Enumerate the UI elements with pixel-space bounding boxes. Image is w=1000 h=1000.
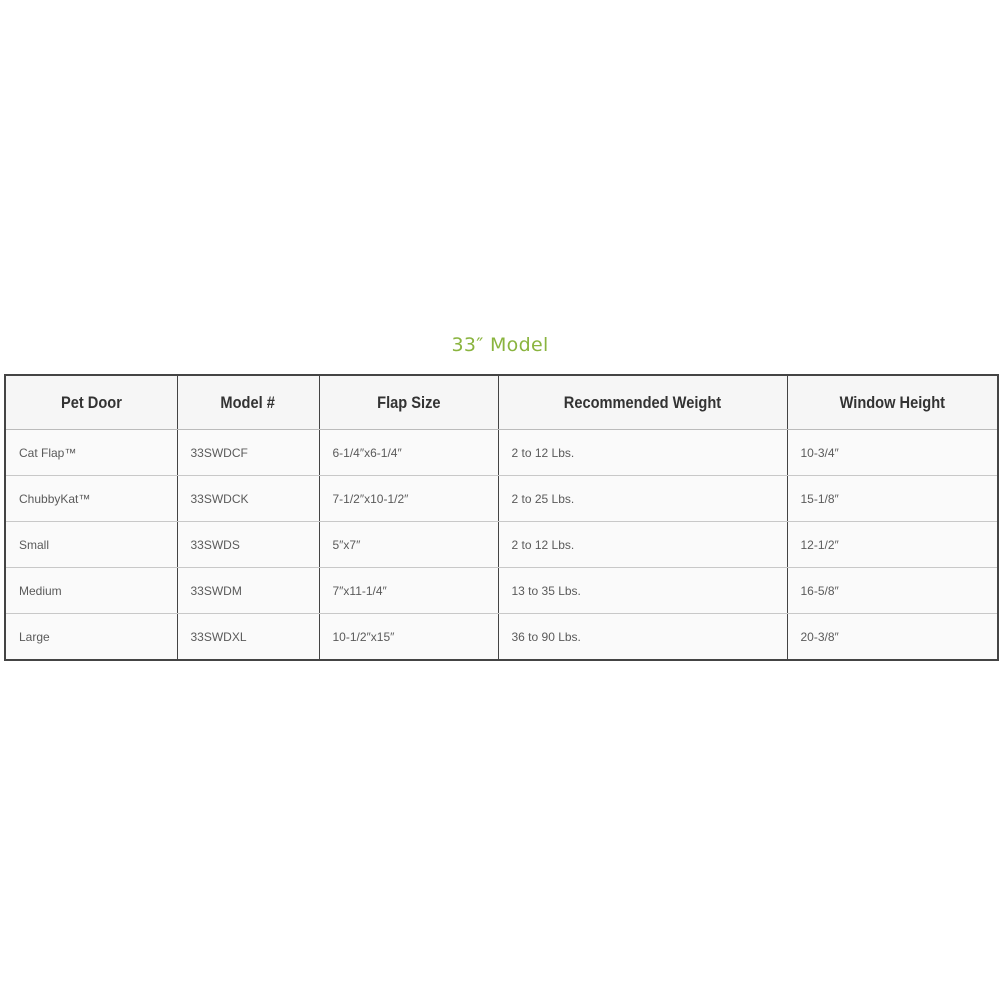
cell-flap-size: 7″x11-1/4″	[319, 568, 498, 614]
cell-model: 33SWDM	[177, 568, 319, 614]
table-row	[5, 614, 998, 661]
size-chart-table	[4, 374, 999, 661]
cell-pet-door: Medium	[5, 568, 177, 614]
cell-model: 33SWDXL	[177, 614, 319, 661]
cell-recommended-weight: 13 to 35 Lbs.	[498, 568, 787, 614]
column-header-flap-size: Flap Size	[319, 375, 498, 430]
column-header-pet-door: Pet Door	[5, 375, 177, 430]
column-header-recommended-weight: Recommended Weight	[498, 375, 787, 430]
cell-window-height: 15-1/8″	[787, 476, 998, 522]
cell-model: 33SWDS	[177, 522, 319, 568]
cell-recommended-weight: 2 to 12 Lbs.	[498, 430, 787, 476]
table-row	[5, 476, 998, 522]
cell-pet-door: Small	[5, 522, 177, 568]
table-title: 33″ Model	[451, 334, 549, 356]
cell-flap-size: 5″x7″	[319, 522, 498, 568]
cell-recommended-weight: 2 to 12 Lbs.	[498, 522, 787, 568]
table-header-row	[5, 375, 998, 430]
cell-flap-size: 6-1/4″x6-1/4″	[319, 430, 498, 476]
cell-model: 33SWDCF	[177, 430, 319, 476]
cell-window-height: 20-3/8″	[787, 614, 998, 661]
column-header-window-height: Window Height	[787, 375, 998, 430]
cell-window-height: 12-1/2″	[787, 522, 998, 568]
cell-window-height: 10-3/4″	[787, 430, 998, 476]
cell-pet-door: Large	[5, 614, 177, 661]
table-row	[5, 568, 998, 614]
column-header-model: Model #	[177, 375, 319, 430]
table-row	[5, 430, 998, 476]
table-row	[5, 522, 998, 568]
cell-flap-size: 10-1/2″x15″	[319, 614, 498, 661]
cell-flap-size: 7-1/2″x10-1/2″	[319, 476, 498, 522]
cell-recommended-weight: 2 to 25 Lbs.	[498, 476, 787, 522]
cell-pet-door: Cat Flap™	[5, 430, 177, 476]
cell-pet-door: ChubbyKat™	[5, 476, 177, 522]
cell-model: 33SWDCK	[177, 476, 319, 522]
cell-recommended-weight: 36 to 90 Lbs.	[498, 614, 787, 661]
cell-window-height: 16-5/8″	[787, 568, 998, 614]
